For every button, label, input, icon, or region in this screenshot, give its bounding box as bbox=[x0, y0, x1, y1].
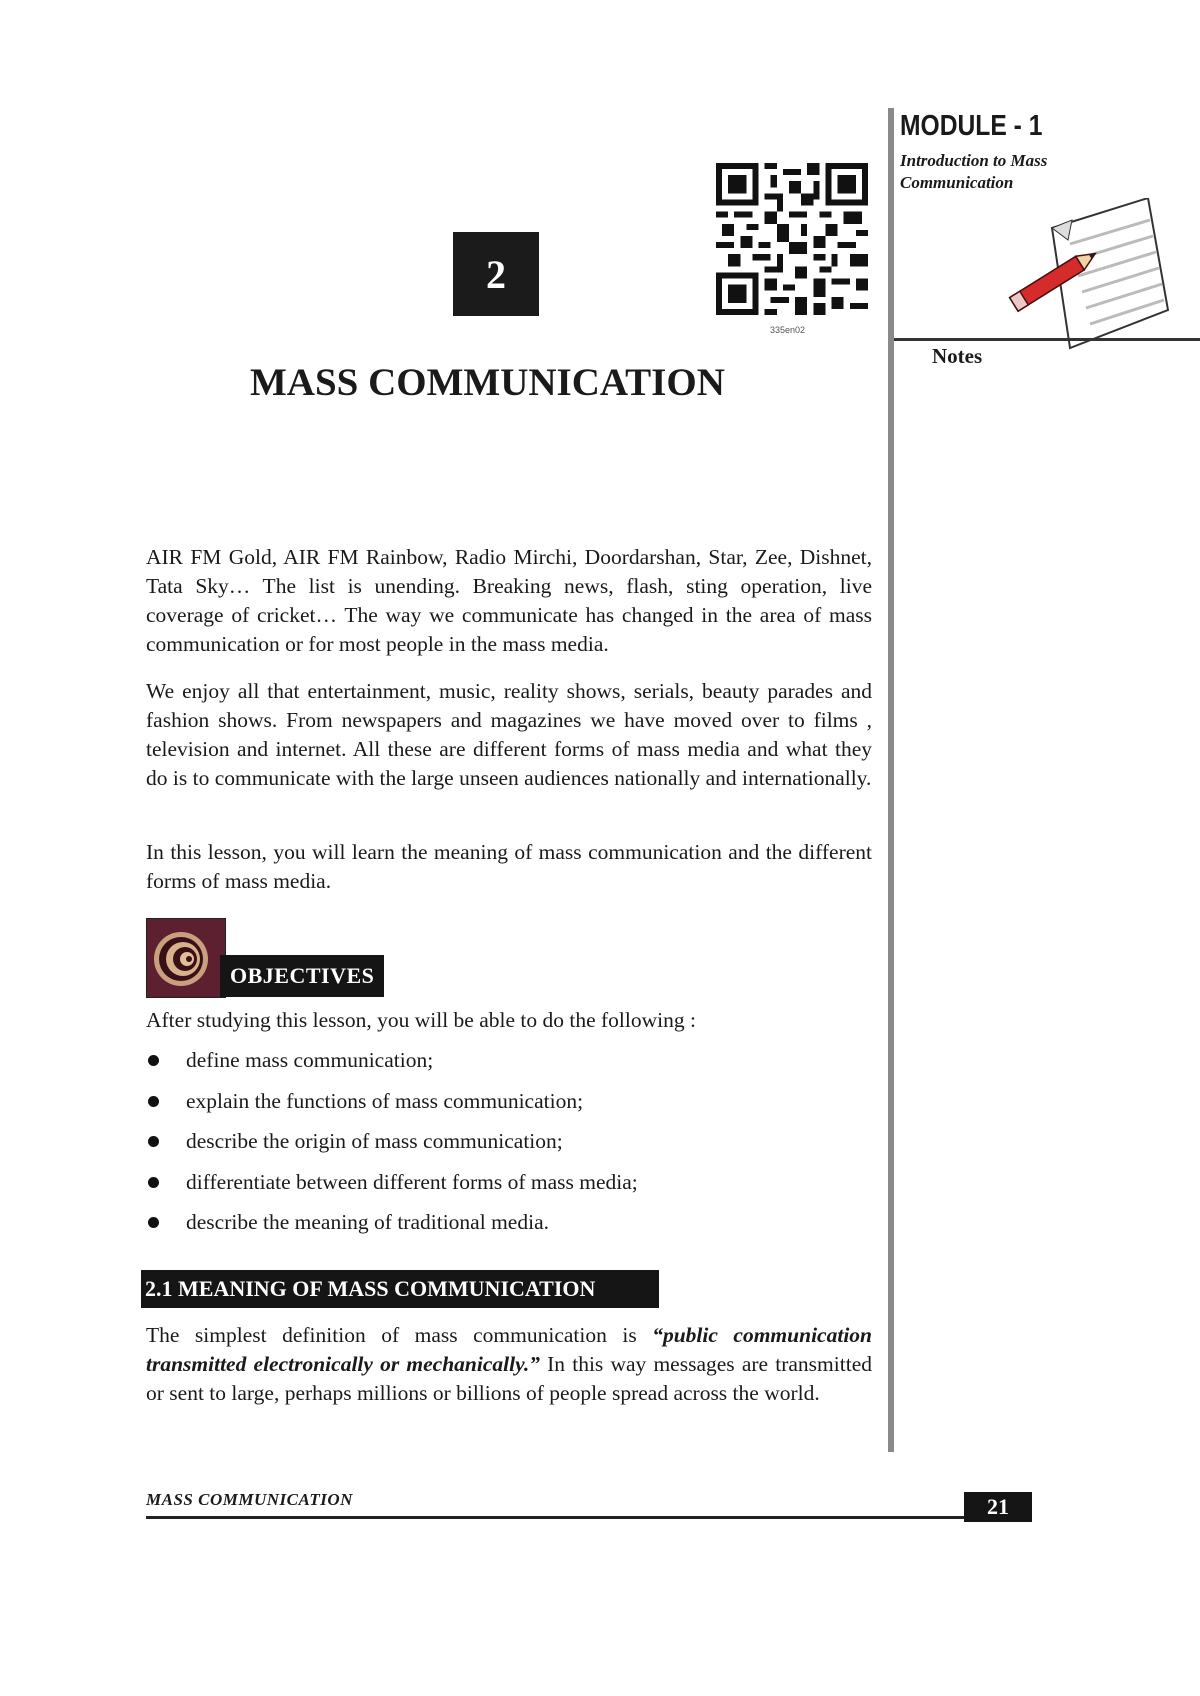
bullet-icon bbox=[148, 1136, 159, 1147]
running-footer-title: MASS COMMUNICATION bbox=[146, 1490, 353, 1509]
intro-paragraph-2: We enjoy all that entertainment, music, reality shows, serials, beauty parades and fashion shows. From newspapers and magazines we have moved over to films , television and internet. All these are different forms of mass media and what they do is to communicate with the large unseen audiences nationally and internationally. bbox=[146, 679, 872, 790]
objective-item: define mass communication; bbox=[146, 1046, 866, 1087]
bullet-icon bbox=[148, 1055, 159, 1066]
section-heading: 2.1 MEANING OF MASS COMMUNICATION bbox=[141, 1270, 659, 1308]
chapter-number-box: 2 bbox=[453, 232, 539, 316]
objective-item: describe the origin of mass communication; bbox=[146, 1127, 866, 1168]
objectives-label: OBJECTIVES bbox=[220, 955, 384, 997]
module-title: MODULE - 1 bbox=[900, 110, 1043, 142]
objective-item: differentiate between different forms of mass media; bbox=[146, 1168, 866, 1209]
objective-item: explain the functions of mass communication; bbox=[146, 1087, 866, 1128]
objectives-intro: After studying this lesson, you will be able to do the following : bbox=[146, 1008, 696, 1032]
definition-quote: “public communication transmitted electronically or mechanically.” bbox=[146, 1323, 872, 1376]
bullet-icon bbox=[148, 1177, 159, 1188]
bullet-icon bbox=[148, 1217, 159, 1228]
objectives-target-icon bbox=[146, 918, 226, 998]
page-number: 21 bbox=[964, 1492, 1032, 1522]
intro-paragraph-1: AIR FM Gold, AIR FM Rainbow, Radio Mirchi, Doordarshan, Star, Zee, Dishnet, Tata Sky… The list is unending. Breaking news, flash, sting operation, live coverage of cricket… The way we communicate has changed in the area of mass communication or for most people in the mass media. bbox=[146, 545, 872, 656]
notes-divider bbox=[894, 338, 1200, 341]
objective-item: describe the meaning of traditional media. bbox=[146, 1208, 866, 1249]
notepad-pencil-icon bbox=[1000, 198, 1170, 358]
chapter-title: MASS COMMUNICATION bbox=[250, 361, 725, 404]
footer-rule bbox=[146, 1516, 964, 1519]
bullet-icon bbox=[148, 1096, 159, 1107]
qr-code-label: 335en02 bbox=[770, 325, 806, 335]
module-subtitle: Introduction to Mass Communication bbox=[900, 151, 1048, 192]
section-paragraph: The simplest definition of mass communication is “public communication transmitted electronically or mechanically.” In this way messages are transmitted or sent to large, perhaps millions or billions of people spread across the world. bbox=[146, 1323, 872, 1405]
objectives-list bbox=[146, 1046, 866, 1249]
intro-paragraph-3: In this lesson, you will learn the meaning of mass communication and the different forms of mass media. bbox=[146, 840, 872, 893]
sidebar-rule bbox=[888, 108, 894, 1452]
qr-code-icon bbox=[716, 163, 868, 315]
notes-label: Notes bbox=[932, 344, 983, 368]
